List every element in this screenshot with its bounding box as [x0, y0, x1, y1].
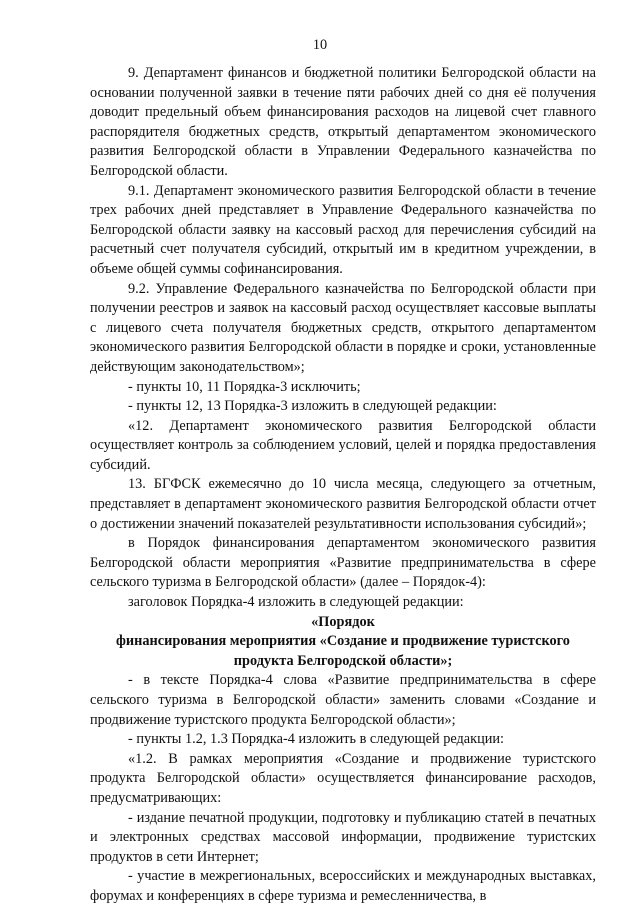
paragraph-13: 13. БГФСК ежемесячно до 10 числа месяца, следующего за отчетным, представляет в департамент экономического развития Белгородской области отчет о достижении значений показателей результативности использования субсидий»;	[90, 476, 596, 532]
order-heading	[90, 613, 596, 672]
page-number: 10	[312, 37, 328, 53]
paragraph-12: «12. Департамент экономического развития Белгородской области осуществляет контроль за соблюдением условий, целей и порядка предоставления субсидий.	[90, 417, 596, 473]
document-body	[90, 64, 596, 907]
paragraph-items-1-2-1-3: - пункты 1.2, 1.3 Порядка-4 изложить в следующей редакции:	[128, 731, 505, 748]
list-item-exhibitions: - участие в межрегиональных, всероссийских и международных выставках, форумах и конференциях в сфере туризма и ремесленничества, в	[90, 868, 596, 904]
paragraph-text-replace: - в тексте Порядка-4 слова «Развитие предпринимательства в сфере сельского туризма в Белгородской области» заменить словами «Создание и продвижение туристского продукта Белгородской области»;	[90, 672, 596, 728]
order-heading-title: «Порядок	[311, 613, 375, 630]
paragraph-1-2: «1.2. В рамках мероприятия «Создание и продвижение туристского продукта Белгородской области» осуществляется финансирование расходов, предусматривающих:	[90, 750, 596, 806]
list-item-publishing: - издание печатной продукции, подготовку и публикацию статей в печатных и электронных средствах массовой информации, продвижение туристских продуктов в сети Интернет;	[90, 809, 596, 865]
paragraph-order-4-intro: в Порядок финансирования департаментом экономического развития Белгородской области мероприятия «Развитие предпринимательства в сфере сельского туризма в Белгородской области» (далее – Порядок-4):	[90, 535, 596, 591]
paragraph-heading-change: заголовок Порядка-4 изложить в следующей редакции:	[128, 594, 464, 611]
paragraph-9-2: 9.2. Управление Федерального казначейства по Белгородской области при получении реестров и заявок на кассовый расход осуществляет кассовые выплаты с лицевого счета получателя бюджетных средств, открытого департаментом экономического развития Белгородской области в порядке и сроки, установленные действующим законодательством»;	[90, 280, 596, 375]
item-exclude-10-11: - пункты 10, 11 Порядка-3 исключить;	[128, 378, 361, 395]
paragraph-9: 9. Департамент финансов и бюджетной политики Белгородской области на основании полученной заявки в течение пяти рабочих дней со дня её получения доводит предельный объем финансирования расходов на лицевой счет главного распорядителя бюджетных средств, открытый департаментом экономического развития Белгородской области в Управлении Федерального казначейства по Белгородской области.	[90, 65, 596, 179]
order-heading-subtitle: финансирования мероприятия «Создание и продвижение туристского продукта Белгородской области»;	[116, 633, 570, 669]
item-edit-12-13: - пункты 12, 13 Порядка-3 изложить в следующей редакции:	[128, 398, 497, 415]
paragraph-9-1: 9.1. Департамент экономического развития Белгородской области в течение трех рабочих дней представляет в Управление Федерального казначейства по Белгородской области заявку на кассовый расход для перечисления субсидий на расчетный счет получателя субсидий, открытый им в кредитном учреждении, в объеме общей суммы софинансирования.	[90, 182, 596, 277]
